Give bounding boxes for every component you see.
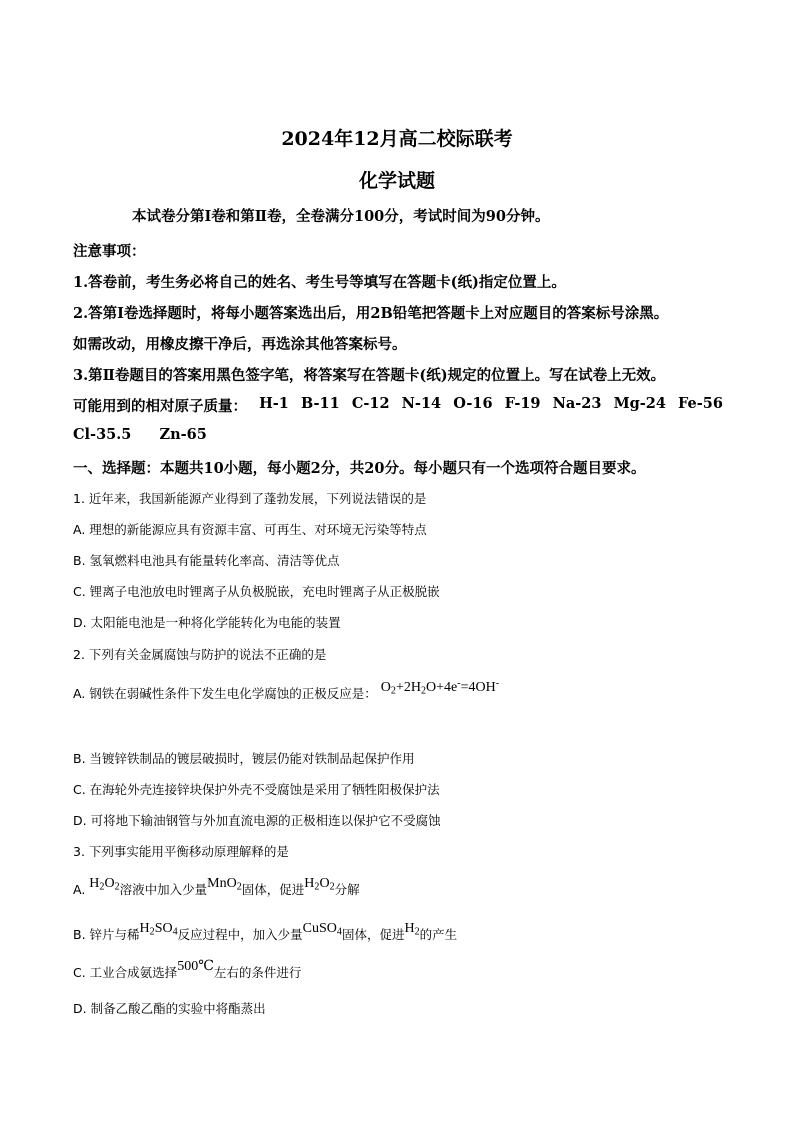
h2o2-formula: $H_2O_2$ — [304, 876, 335, 893]
atomic-mass: N-14 — [401, 395, 442, 412]
atomic-mass: O-16 — [453, 395, 493, 412]
exam-subject: 化学试题 — [358, 170, 435, 192]
h2-formula: $H_2$ — [404, 921, 420, 938]
atomic-mass: Cl-35.5 — [73, 426, 132, 443]
question-2-option-c: C. 在海轮外壳连接锌块保护外壳不受腐蚀是采用了牺牲阳极保护法 — [73, 782, 440, 797]
atomic-masses-label: 可能用到的相对原子质量： — [73, 398, 247, 415]
question-2-option-d: D. 可将地下输油钢管与外加直流电源的正极相连以保护它不受腐蚀 — [73, 813, 441, 828]
atomic-masses-row-2 — [73, 426, 207, 443]
notes-heading: 注意事项： — [73, 243, 146, 260]
atomic-mass: H-1 — [259, 395, 289, 412]
question-3-option-a: A. $H_2O_2$溶液中加入少量MnO$_2$固体，促进$H_2O_2$分解 — [73, 876, 360, 897]
question-1-option-d: D. 太阳能电池是一种将化学能转化为电能的装置 — [73, 615, 341, 630]
atomic-masses-row-1 — [73, 395, 723, 416]
atomic-mass: B-11 — [301, 395, 340, 412]
atomic-mass: Na-23 — [552, 395, 602, 412]
question-1-option-b: B. 氢氧燃料电池具有能量转化率高、清洁等优点 — [73, 553, 340, 568]
note-item-3: 3.第Ⅱ卷题目的答案用黑色签字笔，将答案写在答题卡(纸)规定的位置上。写在试卷上无效。 — [73, 367, 666, 384]
question-3-option-c: C. 工业合成氨选择500℃左右的条件进行 — [73, 959, 302, 980]
question-3-option-b: B. 锌片与稀$H_2SO_4$反应过程中，加入少量CuSO$_4$固体，促进$H_2$的产生 — [73, 921, 458, 942]
exam-intro: 本试卷分第Ⅰ卷和第Ⅱ卷，全卷满分100分，考试时间为90分钟。 — [132, 208, 550, 225]
exam-title: 2024年12月高二校际联考 — [281, 128, 513, 150]
cuso4-formula: CuSO$_4$ — [302, 921, 342, 938]
atomic-mass: Fe-56 — [678, 395, 723, 412]
question-1-stem: 1. 近年来，我国新能源产业得到了蓬勃发展，下列说法错误的是 — [73, 491, 427, 506]
question-2-stem: 2. 下列有关金属腐蚀与防护的说法不正确的是 — [73, 647, 327, 662]
section-heading: 一、选择题：本题共10小题，每小题2分，共20分。每小题只有一个选项符合题目要求。 — [73, 460, 646, 477]
atomic-mass: F-19 — [504, 395, 541, 412]
atomic-mass: C-12 — [351, 395, 390, 412]
question-2-option-a: A. 钢铁在弱碱性条件下发生电化学腐蚀的正极反应是： $O_2+2H_2O+4e^-=4OH^-$ — [73, 677, 500, 701]
question-1-option-a: A. 理想的新能源应具有资源丰富、可再生、对环境无污染等特点 — [73, 522, 427, 537]
temperature-value: 500℃ — [177, 959, 214, 974]
question-1-option-c: C. 锂离子电池放电时锂离子从负极脱嵌，充电时锂离子从正极脱嵌 — [73, 584, 440, 599]
question-3-stem: 3. 下列事实能用平衡移动原理解释的是 — [73, 844, 289, 859]
note-item-1: 1.答卷前，考生务必将自己的姓名、考生号等填写在答题卡(纸)指定位置上。 — [73, 274, 566, 291]
question-3-option-d: D. 制备乙酸乙酯的实验中将酯蒸出 — [73, 1001, 266, 1016]
atomic-mass: Zn-65 — [159, 426, 207, 443]
note-item-2: 2.答第Ⅰ卷选择题时，将每小题答案选出后，用2B铅笔把答题卡上对应题目的答案标号涂黑。 — [73, 305, 669, 322]
question-2-option-b: B. 当镀锌铁制品的镀层破损时，镀层仍能对铁制品起保护作用 — [73, 751, 415, 766]
cathode-reaction-formula: $O_2+2H_2O+4e^-=4OH^-$ — [380, 677, 500, 697]
mno2-formula: MnO$_2$ — [207, 876, 242, 893]
h2o2-formula: $H_2O_2$ — [89, 876, 120, 893]
note-item-2-continued: 如需改动，用橡皮擦干净后，再选涂其他答案标号。 — [73, 336, 407, 353]
h2so4-formula: $H_2SO_4$ — [139, 921, 178, 938]
atomic-mass: Mg-24 — [613, 395, 666, 412]
